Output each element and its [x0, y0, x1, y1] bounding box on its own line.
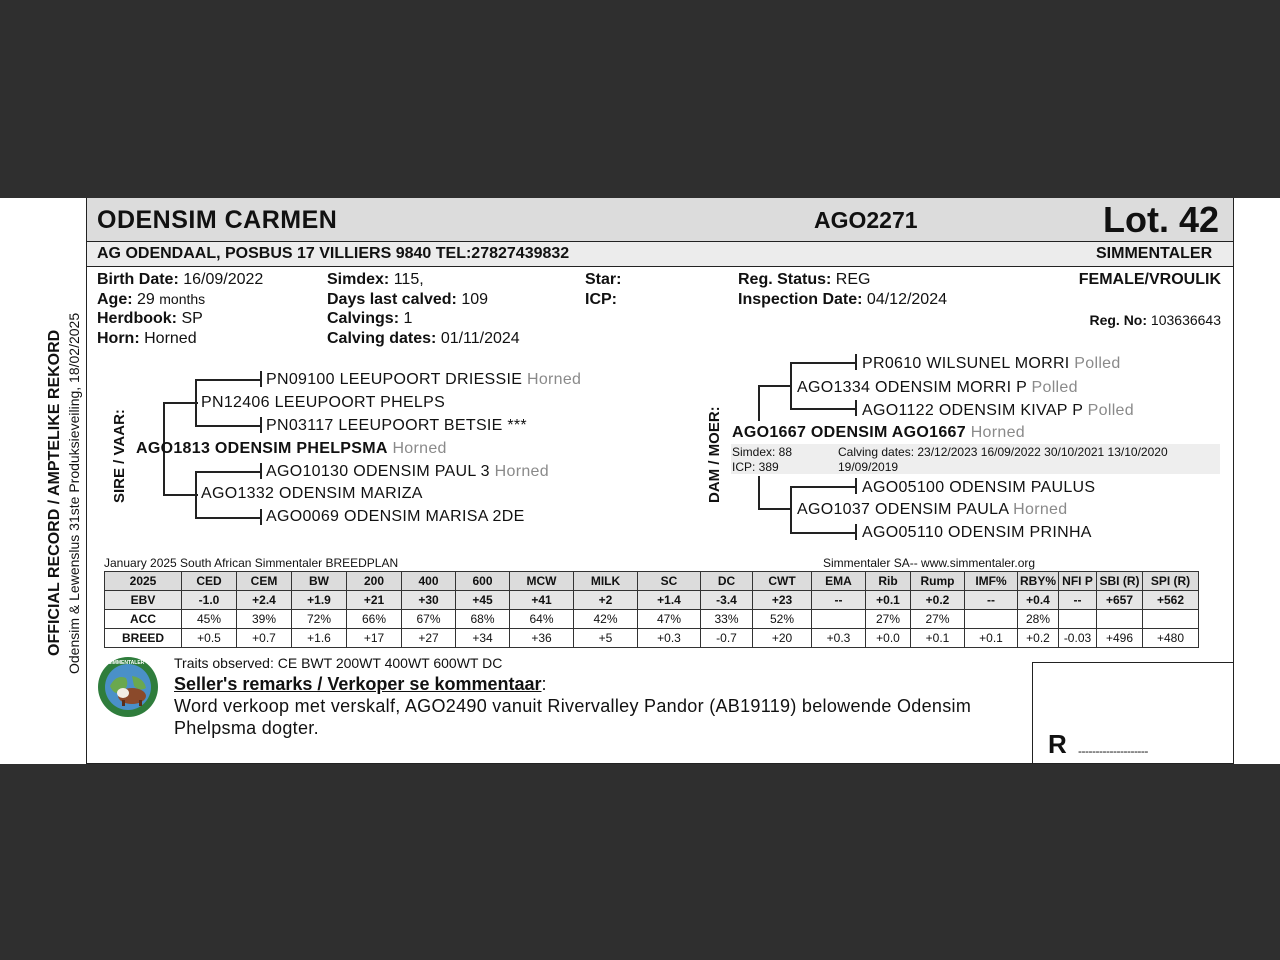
table-cell: 2025: [105, 572, 182, 591]
table-cell: +36: [510, 629, 574, 648]
dam-icp: ICP: 389: [732, 460, 779, 474]
table-cell: BREED: [105, 629, 182, 648]
table-cell: BW: [292, 572, 347, 591]
table-cell: --: [812, 591, 866, 610]
table-row: [105, 629, 1199, 648]
dam-label: DAM / MOER:: [706, 406, 723, 503]
days-last-calved: Days last calved: 109: [327, 291, 489, 308]
table-cell: +17: [347, 629, 402, 648]
table-cell: DC: [701, 572, 753, 591]
table-cell: +2.4: [237, 591, 292, 610]
table-cell: 47%: [638, 610, 701, 629]
table-cell: [812, 610, 866, 629]
table-cell: -3.4: [701, 591, 753, 610]
table-cell: +1.6: [292, 629, 347, 648]
table-cell: -0.7: [701, 629, 753, 648]
dam-calving-dates-1: Calving dates: 23/12/2023 16/09/2022 30/10/2021 13/10/2020: [838, 445, 1168, 459]
table-cell: EMA: [812, 572, 866, 591]
horn-status: Horn: Horned: [97, 330, 197, 347]
table-cell: SBI (R): [1097, 572, 1143, 591]
table-cell: 66%: [347, 610, 402, 629]
remarks-line-2: Phelpsma dogter.: [174, 718, 319, 738]
table-cell: -1.0: [182, 591, 237, 610]
table-cell: 600: [456, 572, 510, 591]
table-cell: +21: [347, 591, 402, 610]
table-cell: +0.2: [1018, 629, 1059, 648]
dam-sire: AGO1334 ODENSIM MORRI P Polled: [797, 379, 1078, 396]
table-cell: 33%: [701, 610, 753, 629]
table-cell: Rib: [866, 572, 911, 591]
sire-dam-dam: AGO0069 ODENSIM MARISA 2DE: [266, 508, 525, 525]
table-cell: +0.3: [812, 629, 866, 648]
table-cell: --: [1059, 591, 1097, 610]
table-cell: 27%: [911, 610, 965, 629]
table-cell: CED: [182, 572, 237, 591]
table-cell: +34: [456, 629, 510, 648]
dam-calving-dates-2: 19/09/2019: [838, 460, 899, 474]
table-cell: +30: [402, 591, 456, 610]
table-cell: +0.0: [866, 629, 911, 648]
table-cell: +20: [753, 629, 812, 648]
table-cell: +23: [753, 591, 812, 610]
traits-observed: Traits observed: CE BWT 200WT 400WT 600WT DC: [174, 655, 503, 671]
table-cell: +1.9: [292, 591, 347, 610]
table-cell: Rump: [911, 572, 965, 591]
table-cell: NFI P: [1059, 572, 1097, 591]
sire-dam: AGO1332 ODENSIM MARIZA: [201, 485, 423, 502]
star-label: Star:: [585, 271, 622, 288]
table-row: [105, 610, 1199, 629]
table-cell: [1097, 610, 1143, 629]
lot-card: [0, 198, 1280, 764]
table-cell: +5: [574, 629, 638, 648]
table-cell: 28%: [1018, 610, 1059, 629]
price-currency: R: [1048, 729, 1067, 759]
table-cell: -0.03: [1059, 629, 1097, 648]
price-blank[interactable]: --------------------: [1078, 744, 1148, 758]
table-cell: 68%: [456, 610, 510, 629]
sire-sire-dam: PN03117 LEEUPOORT BETSIE ***: [266, 417, 527, 434]
icp-label: ICP:: [585, 291, 617, 308]
breedplan-table: [104, 571, 1199, 648]
lot-number: Lot. 42: [1103, 199, 1220, 240]
dam-dam: AGO1037 ODENSIM PAULA Horned: [797, 501, 1068, 518]
dam: AGO1667 ODENSIM AGO1667 Horned: [732, 424, 1025, 441]
table-cell: 67%: [402, 610, 456, 629]
sire-dam-sire: AGO10130 ODENSIM PAUL 3 Horned: [266, 463, 549, 480]
table-cell: +562: [1143, 591, 1199, 610]
sire-sire-sire: PN09100 LEEUPOORT DRIESSIE Horned: [266, 371, 582, 388]
table-cell: +45: [456, 591, 510, 610]
table-cell: +2: [574, 591, 638, 610]
dam-sire-dam: AGO1122 ODENSIM KIVAP P Polled: [862, 402, 1134, 419]
table-cell: 200: [347, 572, 402, 591]
table-cell: 72%: [292, 610, 347, 629]
birth-date: Birth Date: 16/09/2022: [97, 271, 264, 288]
dam-sire-sire: PR0610 WILSUNEL MORRI Polled: [862, 355, 1121, 372]
table-cell: [1143, 610, 1199, 629]
table-cell: EBV: [105, 591, 182, 610]
table-cell: SPI (R): [1143, 572, 1199, 591]
breed-label: SIMMENTALER: [1096, 245, 1213, 262]
remarks-heading: Seller's remarks / Verkoper se kommentaar:: [174, 674, 547, 694]
table-cell: +0.7: [237, 629, 292, 648]
table-cell: [965, 610, 1018, 629]
dam-simdex: Simdex: 88: [732, 445, 793, 459]
simdex: Simdex: 115,: [327, 271, 424, 288]
table-cell: 27%: [866, 610, 911, 629]
table-cell: +0.1: [911, 629, 965, 648]
table-cell: +0.4: [1018, 591, 1059, 610]
table-cell: 400: [402, 572, 456, 591]
table-cell: +0.1: [965, 629, 1018, 648]
logo-text: SIMMENTALER: [108, 660, 145, 666]
calvings: Calvings: 1: [327, 310, 413, 327]
table-cell: +496: [1097, 629, 1143, 648]
sire-label: SIRE / VAAR:: [111, 409, 128, 503]
table-cell: +0.5: [182, 629, 237, 648]
table-cell: +1.4: [638, 591, 701, 610]
sire-sire: PN12406 LEEUPOORT PHELPS: [201, 394, 446, 411]
table-cell: ACC: [105, 610, 182, 629]
reg-status: Reg. Status: REG: [738, 271, 871, 288]
breedplan-caption: January 2025 South African Simmentaler BREEDPLAN: [104, 556, 399, 570]
table-cell: RBY%: [1018, 572, 1059, 591]
table-cell: +480: [1143, 629, 1199, 648]
table-cell: +27: [402, 629, 456, 648]
age: Age: 29 months: [97, 291, 206, 308]
animal-id: AGO2271: [814, 207, 918, 233]
table-cell: 52%: [753, 610, 812, 629]
table-row: [105, 572, 1199, 591]
table-cell: +0.3: [638, 629, 701, 648]
table-cell: 45%: [182, 610, 237, 629]
auction-label: Odensim & Lewenslus 31ste Produksieveiling, 18/02/2025: [66, 312, 82, 674]
remarks-line-1: Word verkoop met verskalf, AGO2490 vanuit Rivervalley Pandor (AB19119) belowende Odensim: [174, 696, 972, 716]
sex-label: FEMALE/VROULIK: [1078, 271, 1221, 288]
table-cell: CWT: [753, 572, 812, 591]
table-cell: --: [965, 591, 1018, 610]
owner-line: AG ODENDAAL, POSBUS 17 VILLIERS 9840 TEL:27827439832: [97, 245, 570, 262]
table-cell: +0.2: [911, 591, 965, 610]
inspection-date: Inspection Date: 04/12/2024: [738, 291, 947, 308]
table-cell: 42%: [574, 610, 638, 629]
herdbook: Herdbook: SP: [97, 310, 203, 327]
table-cell: 39%: [237, 610, 292, 629]
dam-dam-dam: AGO05110 ODENSIM PRINHA: [862, 524, 1092, 541]
table-cell: +0.1: [866, 591, 911, 610]
table-cell: IMF%: [965, 572, 1018, 591]
table-row: [105, 591, 1199, 610]
sire: AGO1813 ODENSIM PHELPSMA Horned: [136, 440, 447, 457]
table-cell: MILK: [574, 572, 638, 591]
table-cell: +657: [1097, 591, 1143, 610]
table-cell: SC: [638, 572, 701, 591]
reg-number: Reg. No: 103636643: [1089, 312, 1221, 328]
breedplan-website: Simmentaler SA-- www.simmentaler.org: [823, 556, 1036, 570]
table-cell: CEM: [237, 572, 292, 591]
table-cell: 64%: [510, 610, 574, 629]
animal-name: ODENSIM CARMEN: [97, 206, 338, 234]
table-cell: +41: [510, 591, 574, 610]
calving-dates: Calving dates: 01/11/2024: [327, 330, 520, 347]
table-cell: MCW: [510, 572, 574, 591]
table-cell: [1059, 610, 1097, 629]
dam-dam-sire: AGO05100 ODENSIM PAULUS: [862, 479, 1096, 496]
official-record-label: OFFICIAL RECORD / AMPTELIKE REKORD: [46, 329, 63, 656]
